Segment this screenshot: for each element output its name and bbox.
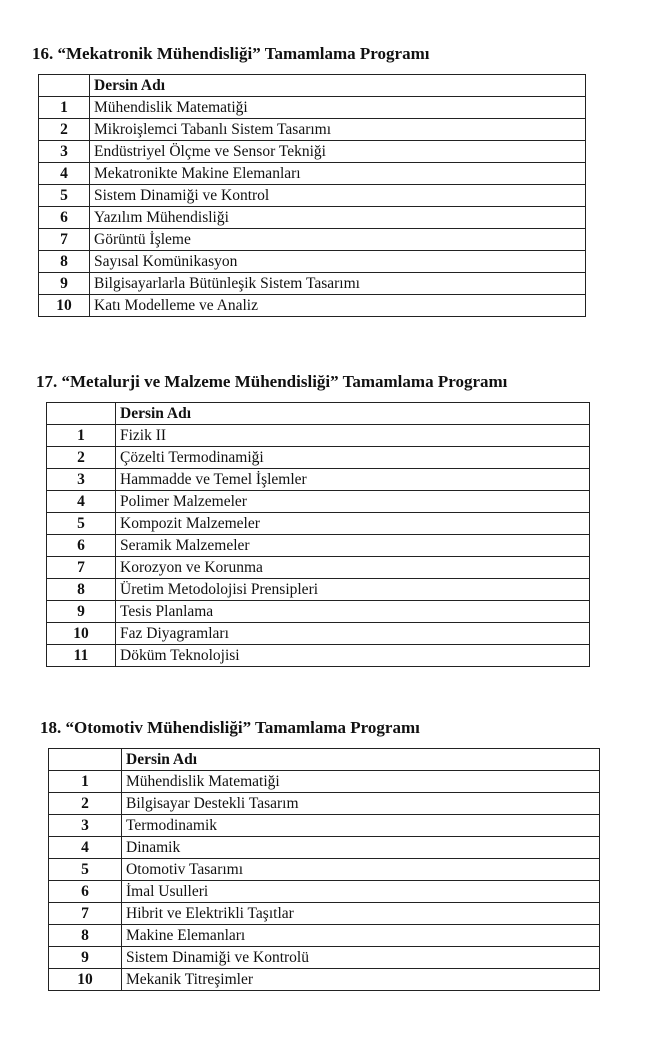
row-number: 10 (39, 295, 90, 317)
row-number: 2 (47, 447, 116, 469)
table-row (39, 273, 586, 295)
course-name: Mikroişlemci Tabanlı Sistem Tasarımı (90, 119, 586, 141)
course-name: Seramik Malzemeler (116, 535, 590, 557)
table-row (49, 969, 600, 991)
table-row (39, 163, 586, 185)
course-name: Katı Modelleme ve Analiz (90, 295, 586, 317)
row-number: 10 (49, 969, 122, 991)
table-row (47, 535, 590, 557)
course-name-header: Dersin Adı (122, 749, 600, 771)
table-row (47, 469, 590, 491)
row-number: 11 (47, 645, 116, 667)
row-number: 2 (39, 119, 90, 141)
course-name: Mekatronikte Makine Elemanları (90, 163, 586, 185)
row-number: 3 (39, 141, 90, 163)
table-header-row (47, 403, 590, 425)
section-title: 17. “Metalurji ve Malzeme Mühendisliği” Tamamlama Programı (36, 372, 508, 391)
row-number: 5 (39, 185, 90, 207)
course-name: Endüstriyel Ölçme ve Sensor Tekniği (90, 141, 586, 163)
section-title: 18. “Otomotiv Mühendisliği” Tamamlama Programı (40, 718, 420, 737)
table-row (39, 251, 586, 273)
table-row (49, 881, 600, 903)
course-table (48, 748, 600, 991)
table-header-row (39, 75, 586, 97)
row-number: 4 (39, 163, 90, 185)
course-name: Bilgisayar Destekli Tasarım (122, 793, 600, 815)
row-number: 1 (49, 771, 122, 793)
course-name: Makine Elemanları (122, 925, 600, 947)
table-row (47, 623, 590, 645)
course-name: Otomotiv Tasarımı (122, 859, 600, 881)
number-header-cell (49, 749, 122, 771)
table-row (39, 119, 586, 141)
table-row (47, 601, 590, 623)
row-number: 9 (49, 947, 122, 969)
course-name: Sayısal Komünikasyon (90, 251, 586, 273)
table-row (49, 771, 600, 793)
row-number: 5 (49, 859, 122, 881)
row-number: 6 (39, 207, 90, 229)
table-row (49, 837, 600, 859)
course-name: Sistem Dinamiği ve Kontrol (90, 185, 586, 207)
table-row (39, 141, 586, 163)
row-number: 5 (47, 513, 116, 535)
table-row (49, 947, 600, 969)
number-header-cell (39, 75, 90, 97)
course-name: Yazılım Mühendisliği (90, 207, 586, 229)
course-name: Hibrit ve Elektrikli Taşıtlar (122, 903, 600, 925)
course-name: Korozyon ve Korunma (116, 557, 590, 579)
row-number: 4 (47, 491, 116, 513)
course-name: Kompozit Malzemeler (116, 513, 590, 535)
table-row (49, 815, 600, 837)
course-name: Üretim Metodolojisi Prensipleri (116, 579, 590, 601)
table-row (47, 557, 590, 579)
table-row (49, 793, 600, 815)
table-row (49, 925, 600, 947)
course-table (38, 74, 586, 317)
section-otomotiv (40, 718, 600, 991)
table-row (39, 295, 586, 317)
row-number: 6 (49, 881, 122, 903)
course-name: Tesis Planlama (116, 601, 590, 623)
course-name: Dinamik (122, 837, 600, 859)
row-number: 4 (49, 837, 122, 859)
table-header-row (49, 749, 600, 771)
course-name: Hammadde ve Temel İşlemler (116, 469, 590, 491)
table-row (47, 579, 590, 601)
section-title: 16. “Mekatronik Mühendisliği” Tamamlama Programı (32, 44, 430, 63)
row-number: 9 (47, 601, 116, 623)
table-row (47, 491, 590, 513)
course-name-header: Dersin Adı (90, 75, 586, 97)
row-number: 8 (47, 579, 116, 601)
row-number: 9 (39, 273, 90, 295)
table-row (47, 447, 590, 469)
table-row (39, 97, 586, 119)
row-number: 1 (47, 425, 116, 447)
row-number: 1 (39, 97, 90, 119)
table-row (47, 513, 590, 535)
table-row (49, 903, 600, 925)
course-name: Faz Diyagramları (116, 623, 590, 645)
section-metalurji (36, 372, 590, 667)
course-name: Döküm Teknolojisi (116, 645, 590, 667)
course-name: Fizik II (116, 425, 590, 447)
section-mekatronik (32, 44, 586, 317)
table-row (47, 645, 590, 667)
row-number: 8 (49, 925, 122, 947)
row-number: 10 (47, 623, 116, 645)
course-name: Çözelti Termodinamiği (116, 447, 590, 469)
course-name: Bilgisayarlarla Bütünleşik Sistem Tasarımı (90, 273, 586, 295)
row-number: 7 (39, 229, 90, 251)
row-number: 7 (49, 903, 122, 925)
row-number: 8 (39, 251, 90, 273)
course-name: Mühendislik Matematiği (122, 771, 600, 793)
number-header-cell (47, 403, 116, 425)
course-name: Mekanik Titreşimler (122, 969, 600, 991)
course-name: İmal Usulleri (122, 881, 600, 903)
table-row (49, 859, 600, 881)
course-name: Polimer Malzemeler (116, 491, 590, 513)
table-row (47, 425, 590, 447)
row-number: 3 (47, 469, 116, 491)
course-table (46, 402, 590, 667)
row-number: 7 (47, 557, 116, 579)
table-row (39, 229, 586, 251)
course-name: Mühendislik Matematiği (90, 97, 586, 119)
course-name-header: Dersin Adı (116, 403, 590, 425)
row-number: 6 (47, 535, 116, 557)
row-number: 3 (49, 815, 122, 837)
table-row (39, 207, 586, 229)
row-number: 2 (49, 793, 122, 815)
table-row (39, 185, 586, 207)
course-name: Sistem Dinamiği ve Kontrolü (122, 947, 600, 969)
course-name: Görüntü İşleme (90, 229, 586, 251)
course-name: Termodinamik (122, 815, 600, 837)
